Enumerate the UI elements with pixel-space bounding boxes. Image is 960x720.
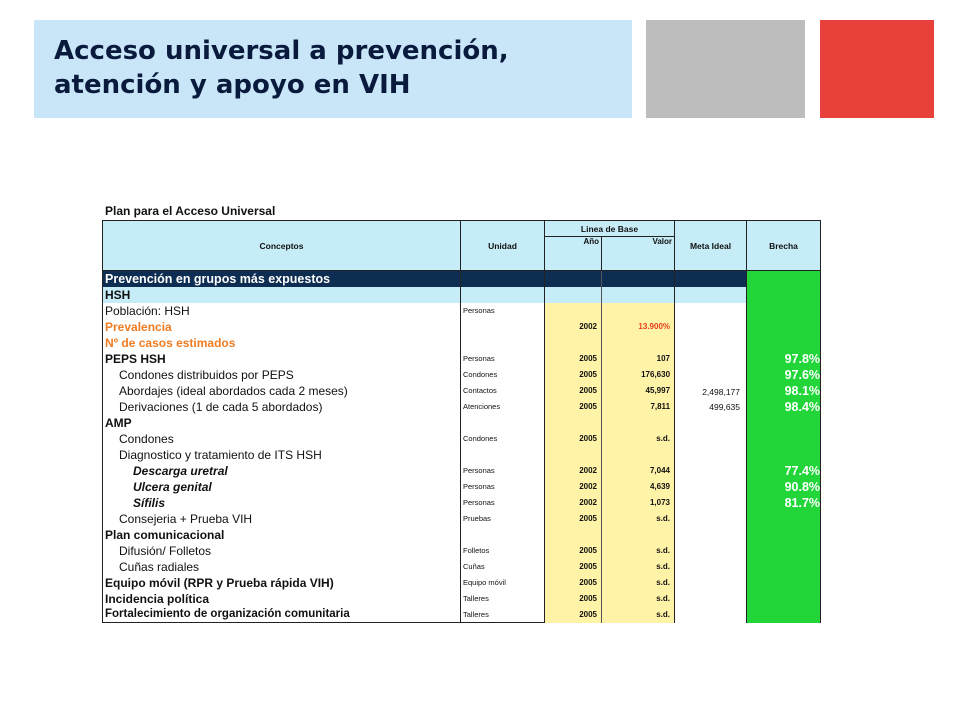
row-concepto: Población: HSH <box>103 303 461 319</box>
row-unidad: Contactos <box>461 383 545 399</box>
plan-table-image <box>102 200 820 632</box>
row-concepto: Descarga uretral <box>103 463 461 479</box>
row-unidad: Personas <box>461 463 545 479</box>
anio-value: 2002 <box>579 481 597 491</box>
anio-value: 2005 <box>579 577 597 587</box>
row-concepto: Condones distribuidos por PEPS <box>103 367 461 383</box>
valor-value: 4,639 <box>649 481 671 491</box>
anio-value: 2005 <box>579 401 597 411</box>
anio-value: 2005 <box>579 545 597 555</box>
row-unidad: Cuñas <box>461 559 545 575</box>
valor-value: s.d. <box>656 545 671 555</box>
row-concepto: HSH <box>103 287 461 303</box>
row-unidad <box>461 335 545 351</box>
brecha-column <box>747 271 821 623</box>
table-row <box>103 271 821 287</box>
row-anio <box>545 271 602 287</box>
valor-value: s.d. <box>656 593 671 603</box>
decorative-gray-block <box>646 20 805 118</box>
row-unidad: Condones <box>461 431 545 447</box>
anio-value: 2002 <box>579 465 597 475</box>
header-meta-ideal: Meta Ideal <box>675 221 747 271</box>
header-valor: Valor <box>602 237 675 271</box>
meta-value: 499,635 <box>709 401 741 412</box>
anio-value: 2005 <box>579 385 597 395</box>
brecha-value: 77.4% <box>784 464 821 478</box>
row-concepto: Condones <box>103 431 461 447</box>
row-concepto: PEPS HSH <box>103 351 461 367</box>
table-caption: Plan para el Acceso Universal <box>105 204 276 218</box>
anio-value: 2005 <box>579 433 597 443</box>
row-valor <box>602 271 675 287</box>
anio-value: 2005 <box>579 561 597 571</box>
row-concepto: Prevención en grupos más expuestos <box>103 271 461 287</box>
row-concepto: Prevalencia <box>103 319 461 335</box>
valor-value: 45,997 <box>645 385 671 395</box>
row-unidad <box>461 271 545 287</box>
anio-value: 2005 <box>579 609 597 619</box>
row-concepto: AMP <box>103 415 461 431</box>
title-line-1: Acceso universal a prevención, <box>54 36 509 66</box>
row-unidad: Talleres <box>461 591 545 607</box>
anio-column <box>545 303 602 623</box>
row-valor <box>602 287 675 303</box>
row-unidad: Folletos <box>461 543 545 559</box>
row-unidad: Personas <box>461 495 545 511</box>
valor-value: s.d. <box>656 561 671 571</box>
meta-value: 2,498,177 <box>702 386 741 397</box>
valor-value: 107 <box>656 353 671 363</box>
row-meta <box>675 287 747 303</box>
valor-value: 13.900% <box>638 321 671 331</box>
table-row <box>103 303 821 319</box>
anio-value: 2005 <box>579 369 597 379</box>
row-unidad: Personas <box>461 303 545 319</box>
row-concepto: Sífilis <box>103 495 461 511</box>
row-unidad: Personas <box>461 351 545 367</box>
header-linea-base: Linea de Base <box>545 221 675 237</box>
row-unidad <box>461 287 545 303</box>
valor-value: s.d. <box>656 513 671 523</box>
row-unidad: Equipo móvil <box>461 575 545 591</box>
row-unidad: Talleres <box>461 607 545 623</box>
row-unidad <box>461 319 545 335</box>
row-concepto: Fortalecimiento de organización comunitaria <box>103 607 461 623</box>
valor-value: 1,073 <box>649 497 671 507</box>
row-concepto: Abordajes (ideal abordados cada 2 meses) <box>103 383 461 399</box>
brecha-value: 90.8% <box>784 480 821 494</box>
row-concepto: Ulcera genital <box>103 479 461 495</box>
row-concepto: Nº de casos estimados <box>103 335 461 351</box>
brecha-value: 97.6% <box>784 368 821 382</box>
row-concepto: Equipo móvil (RPR y Prueba rápida VIH) <box>103 575 461 591</box>
anio-value: 2005 <box>579 593 597 603</box>
valor-column <box>602 303 675 623</box>
valor-value: s.d. <box>656 577 671 587</box>
valor-value: 7,044 <box>649 465 671 475</box>
plan-table <box>102 220 821 623</box>
row-concepto: Difusión/ Folletos <box>103 543 461 559</box>
row-concepto: Plan comunicacional <box>103 527 461 543</box>
anio-value: 2002 <box>579 321 597 331</box>
row-concepto: Incidencia política <box>103 591 461 607</box>
row-unidad: Condones <box>461 367 545 383</box>
row-concepto: Derivaciones (1 de cada 5 abordados) <box>103 399 461 415</box>
valor-value: s.d. <box>656 609 671 619</box>
valor-value: 7,811 <box>650 401 671 411</box>
anio-value: 2002 <box>579 497 597 507</box>
brecha-value: 98.4% <box>784 400 821 414</box>
row-anio <box>545 287 602 303</box>
row-concepto: Diagnostico y tratamiento de ITS HSH <box>103 447 461 463</box>
header-conceptos: Conceptos <box>103 221 461 271</box>
row-unidad: Personas <box>461 479 545 495</box>
header-brecha: Brecha <box>747 221 821 271</box>
row-unidad <box>461 527 545 543</box>
brecha-value: 81.7% <box>784 496 821 510</box>
header-unidad: Unidad <box>461 221 545 271</box>
meta-column <box>675 303 747 623</box>
row-unidad <box>461 415 545 431</box>
header-anio: Año <box>545 237 602 271</box>
slide-title <box>54 34 614 102</box>
title-banner <box>34 20 632 118</box>
anio-value: 2005 <box>579 513 597 523</box>
row-meta <box>675 271 747 287</box>
table-row <box>103 287 821 303</box>
brecha-value: 98.1% <box>784 384 821 398</box>
row-concepto: Cuñas radiales <box>103 559 461 575</box>
title-line-2: atención y apoyo en VIH <box>54 70 411 100</box>
row-concepto: Consejeria + Prueba VIH <box>103 511 461 527</box>
brecha-value: 97.8% <box>784 352 821 366</box>
row-unidad: Atenciones <box>461 399 545 415</box>
valor-value: 176,630 <box>641 369 671 379</box>
row-unidad <box>461 447 545 463</box>
anio-value: 2005 <box>579 353 597 363</box>
valor-value: s.d. <box>656 433 671 443</box>
row-unidad: Pruebas <box>461 511 545 527</box>
decorative-red-block <box>820 20 934 118</box>
